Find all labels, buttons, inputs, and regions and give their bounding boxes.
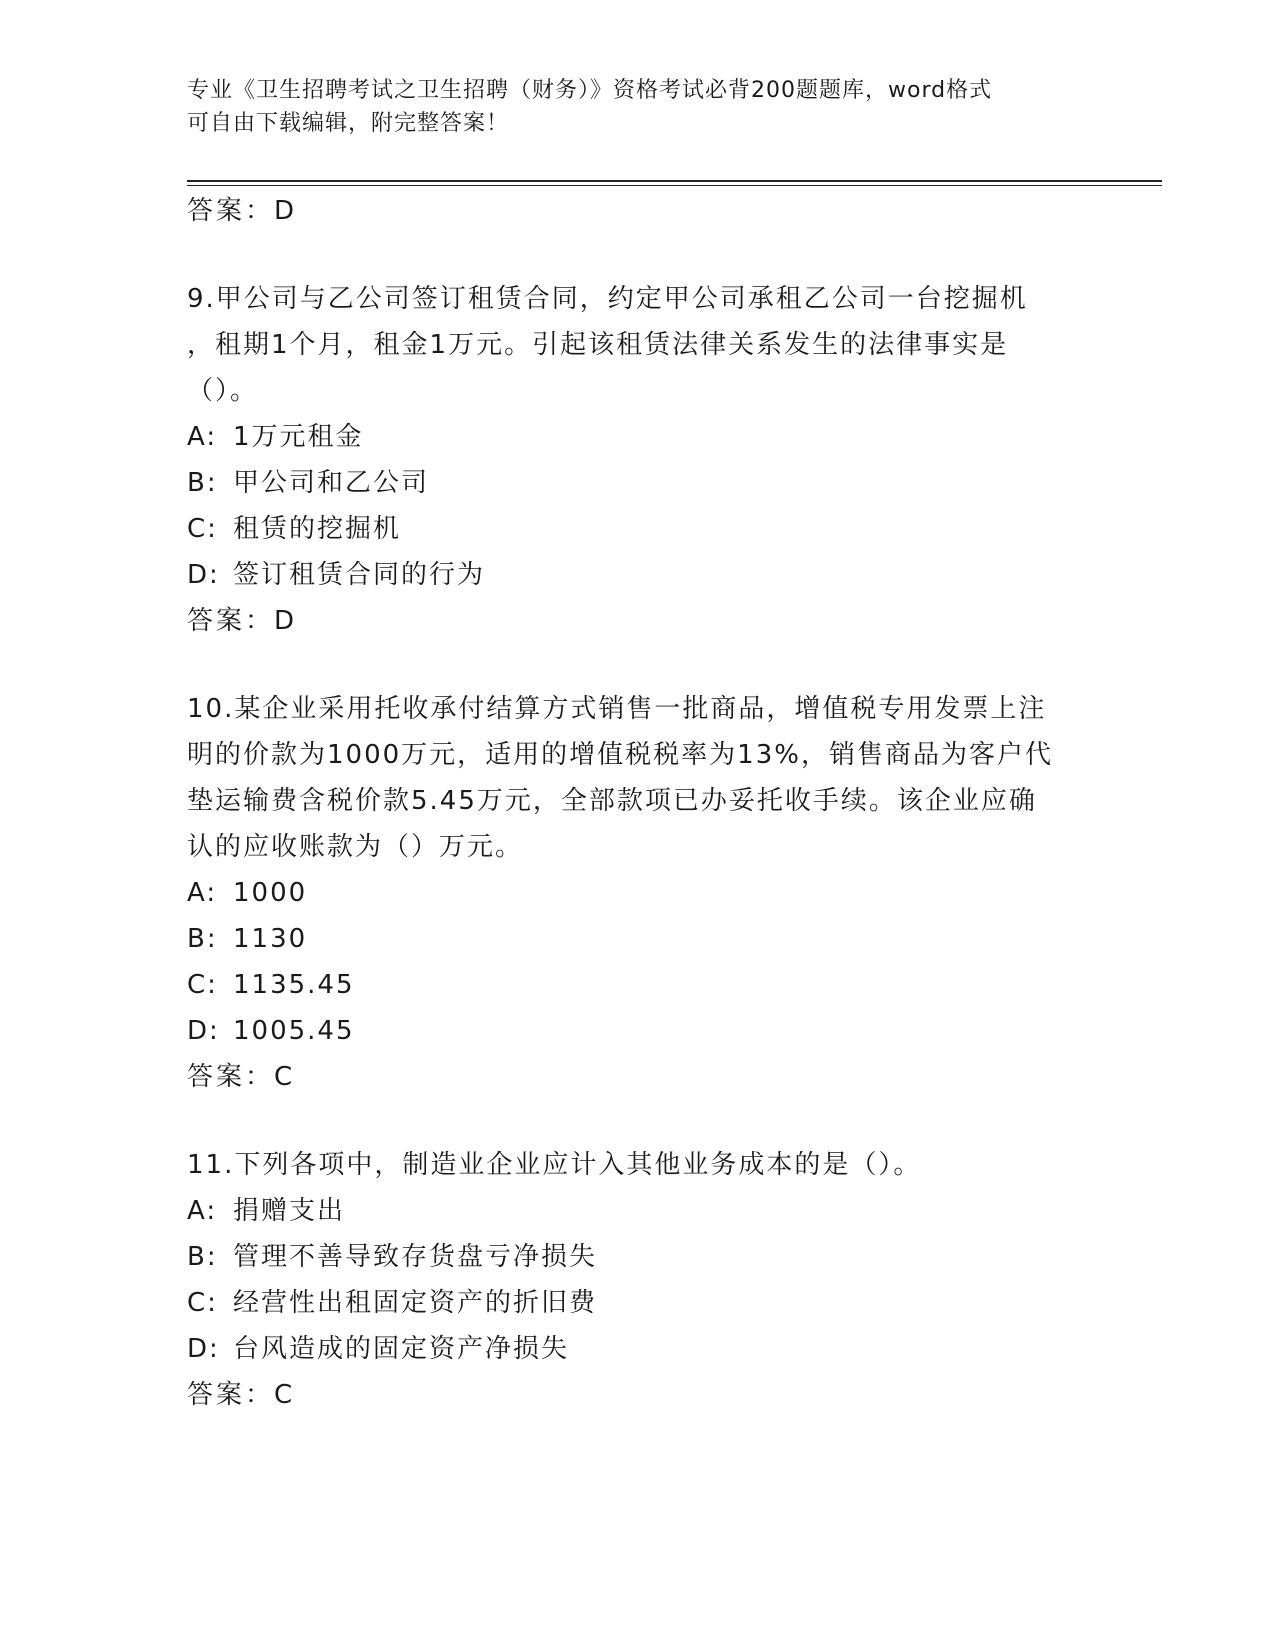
option-text: 甲公司和乙公司: [233, 468, 430, 498]
option-b: [187, 1234, 1087, 1280]
answer: 答案：D: [187, 606, 298, 636]
question-10: [187, 686, 1087, 1100]
question-text-line: 10.某企业采用托收承付结算方式销售一批商品，增值税专用发票上注: [187, 694, 1047, 724]
previous-answer: 答案：D: [187, 196, 298, 226]
option-d: [187, 1008, 1087, 1054]
option-text: 管理不善导致存货盘亏净损失: [233, 1242, 598, 1272]
option-label: B:: [187, 1242, 218, 1272]
option-c: [187, 506, 1087, 552]
question-text-line: 明的价款为1000万元，适用的增值税税率为13%，销售商品为客户代: [187, 740, 1053, 770]
question-text-line: ，租期1个月，租金1万元。引起该租赁法律关系发生的法律事实是: [187, 330, 1009, 360]
option-b: [187, 460, 1087, 506]
option-text: 租赁的挖掘机: [233, 514, 402, 544]
option-label: D:: [187, 560, 220, 590]
option-label: C:: [187, 514, 218, 544]
option-label: A:: [187, 1196, 218, 1226]
option-text: 1130: [233, 924, 308, 954]
option-text: 1005.45: [233, 1016, 355, 1046]
question-text-line: （）。: [187, 376, 259, 406]
option-label: B:: [187, 468, 218, 498]
option-label: C:: [187, 1288, 218, 1318]
header-title-line-1: 专业《卫生招聘考试之卫生招聘（财务）》资格考试必背200题题库，word格式: [187, 78, 993, 103]
option-label: A:: [187, 422, 218, 452]
answer: 答案：C: [187, 1062, 296, 1092]
option-c: [187, 1280, 1087, 1326]
answer: 答案：C: [187, 1380, 296, 1410]
option-text: 1万元租金: [233, 422, 364, 452]
option-a: [187, 414, 1087, 460]
option-label: D:: [187, 1016, 220, 1046]
option-text: 1135.45: [233, 970, 355, 1000]
option-d: [187, 1326, 1087, 1372]
header-rule-thin: [187, 185, 1162, 186]
option-d: [187, 552, 1087, 598]
option-text: 签订租赁合同的行为: [233, 560, 486, 590]
option-text: 捐赠支出: [233, 1196, 346, 1226]
question-text-line: 9.甲公司与乙公司签订租赁合同，约定甲公司承租乙公司一台挖掘机: [187, 284, 1028, 314]
option-text: 台风造成的固定资产净损失: [233, 1334, 570, 1364]
option-a: [187, 1188, 1087, 1234]
option-a: [187, 870, 1087, 916]
option-text: 经营性出租固定资产的折旧费: [233, 1288, 598, 1318]
option-label: A:: [187, 878, 218, 908]
option-label: D:: [187, 1334, 220, 1364]
question-11: [187, 1142, 1087, 1418]
question-9: [187, 276, 1087, 644]
header-title-line-2: 可自由下载编辑，附完整答案！: [187, 111, 510, 136]
question-text-line: 认的应收账款为（）万元。: [187, 832, 524, 862]
option-text: 1000: [233, 878, 308, 908]
option-b: [187, 916, 1087, 962]
document-header: [187, 74, 1067, 140]
question-text-line: 垫运输费含税价款5.45万元，全部款项已办妥托收手续。该企业应确: [187, 786, 1037, 816]
question-text-line: 11.下列各项中，制造业企业应计入其他业务成本的是（）。: [187, 1150, 922, 1180]
option-c: [187, 962, 1087, 1008]
header-rule-thick: [187, 180, 1162, 182]
option-label: B:: [187, 924, 218, 954]
question-content: [187, 188, 1087, 1418]
option-label: C:: [187, 970, 218, 1000]
